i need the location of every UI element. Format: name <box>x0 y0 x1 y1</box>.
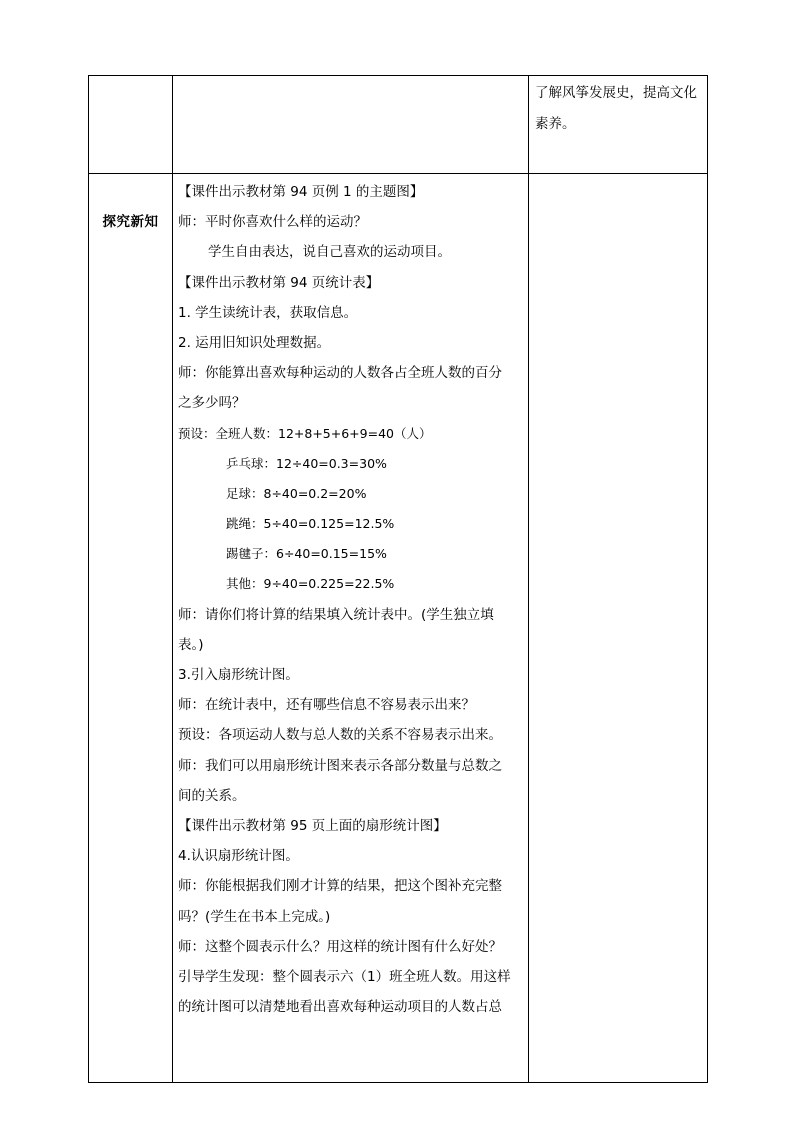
content-line: 预设：全班人数：12+8+5+6+9=40（人） <box>178 425 432 441</box>
content-line: 【课件出示教材第 94 页统计表】 <box>178 274 380 291</box>
lesson-plan-table <box>88 75 708 1083</box>
content-line: 之多少吗？ <box>178 395 246 412</box>
table-row <box>89 174 708 1083</box>
content-line: 3.引入扇形统计图。 <box>178 667 299 683</box>
content-line: 踢毽子：6÷40=0.15=15% <box>226 546 387 562</box>
content-line: 学生自由表达，说自己喜欢的运动项目。 <box>208 244 451 261</box>
content-line: 【课件出示教材第 95 页上面的扇形统计图】 <box>178 817 447 834</box>
section-label-cell: 探究新知 <box>89 174 173 1083</box>
content-line: 1. 学生读统计表，获取信息。 <box>178 304 358 321</box>
content-line: 引导学生发现：整个圆表示六（1）班全班人数。用这样 <box>178 968 511 985</box>
content-line: 师：我们可以用扇形统计图来表示各部分数量与总数之 <box>178 757 502 774</box>
content-line: 师：在统计表中，还有哪些信息不容易表示出来？ <box>178 697 475 714</box>
content-cell <box>173 76 529 174</box>
content-line: 师：你能算出喜欢每种运动的人数各占全班人数的百分 <box>178 365 502 382</box>
table-row <box>89 76 708 174</box>
design-intent-cell <box>529 174 708 1083</box>
content-line: 4.认识扇形统计图。 <box>178 848 299 865</box>
content-line: 表。) <box>178 636 204 653</box>
content-line: 预设：各项运动人数与总人数的关系不容易表示出来。 <box>178 727 502 744</box>
design-intent-cell <box>529 76 708 174</box>
content-line: 2. 运用旧知识处理数据。 <box>178 334 331 351</box>
content-line: 乒乓球：12÷40=0.3=30% <box>226 455 387 471</box>
section-label-cell <box>89 76 173 174</box>
content-line: 足球：8÷40=0.2=20% <box>226 485 367 501</box>
content-line: 师：平时你喜欢什么样的运动？ <box>178 214 367 231</box>
content-line: 【课件出示教材第 94 页例 1 的主题图】 <box>178 184 424 200</box>
content-line: 的统计图可以清楚地看出喜欢每种运动项目的人数占总 <box>178 999 502 1016</box>
content-line: 师：请你们将计算的结果填入统计表中。(学生独立填 <box>178 606 494 623</box>
content-line: 师：你能根据我们刚才计算的结果，把这个图补充完整 <box>178 878 502 895</box>
content-line: 跳绳：5÷40=0.125=12.5% <box>226 516 395 532</box>
note-line: 素养。 <box>535 116 576 132</box>
content-cell <box>173 174 529 1083</box>
content-line: 间的关系。 <box>178 787 246 804</box>
content-line: 师：这整个圆表示什么？用这样的统计图有什么好处？ <box>178 938 502 955</box>
content-line: 其他：9÷40=0.225=22.5% <box>226 576 395 592</box>
note-line: 了解风筝发展史，提高文化 <box>535 85 697 101</box>
content-line: 吗？(学生在书本上完成。) <box>178 908 331 925</box>
